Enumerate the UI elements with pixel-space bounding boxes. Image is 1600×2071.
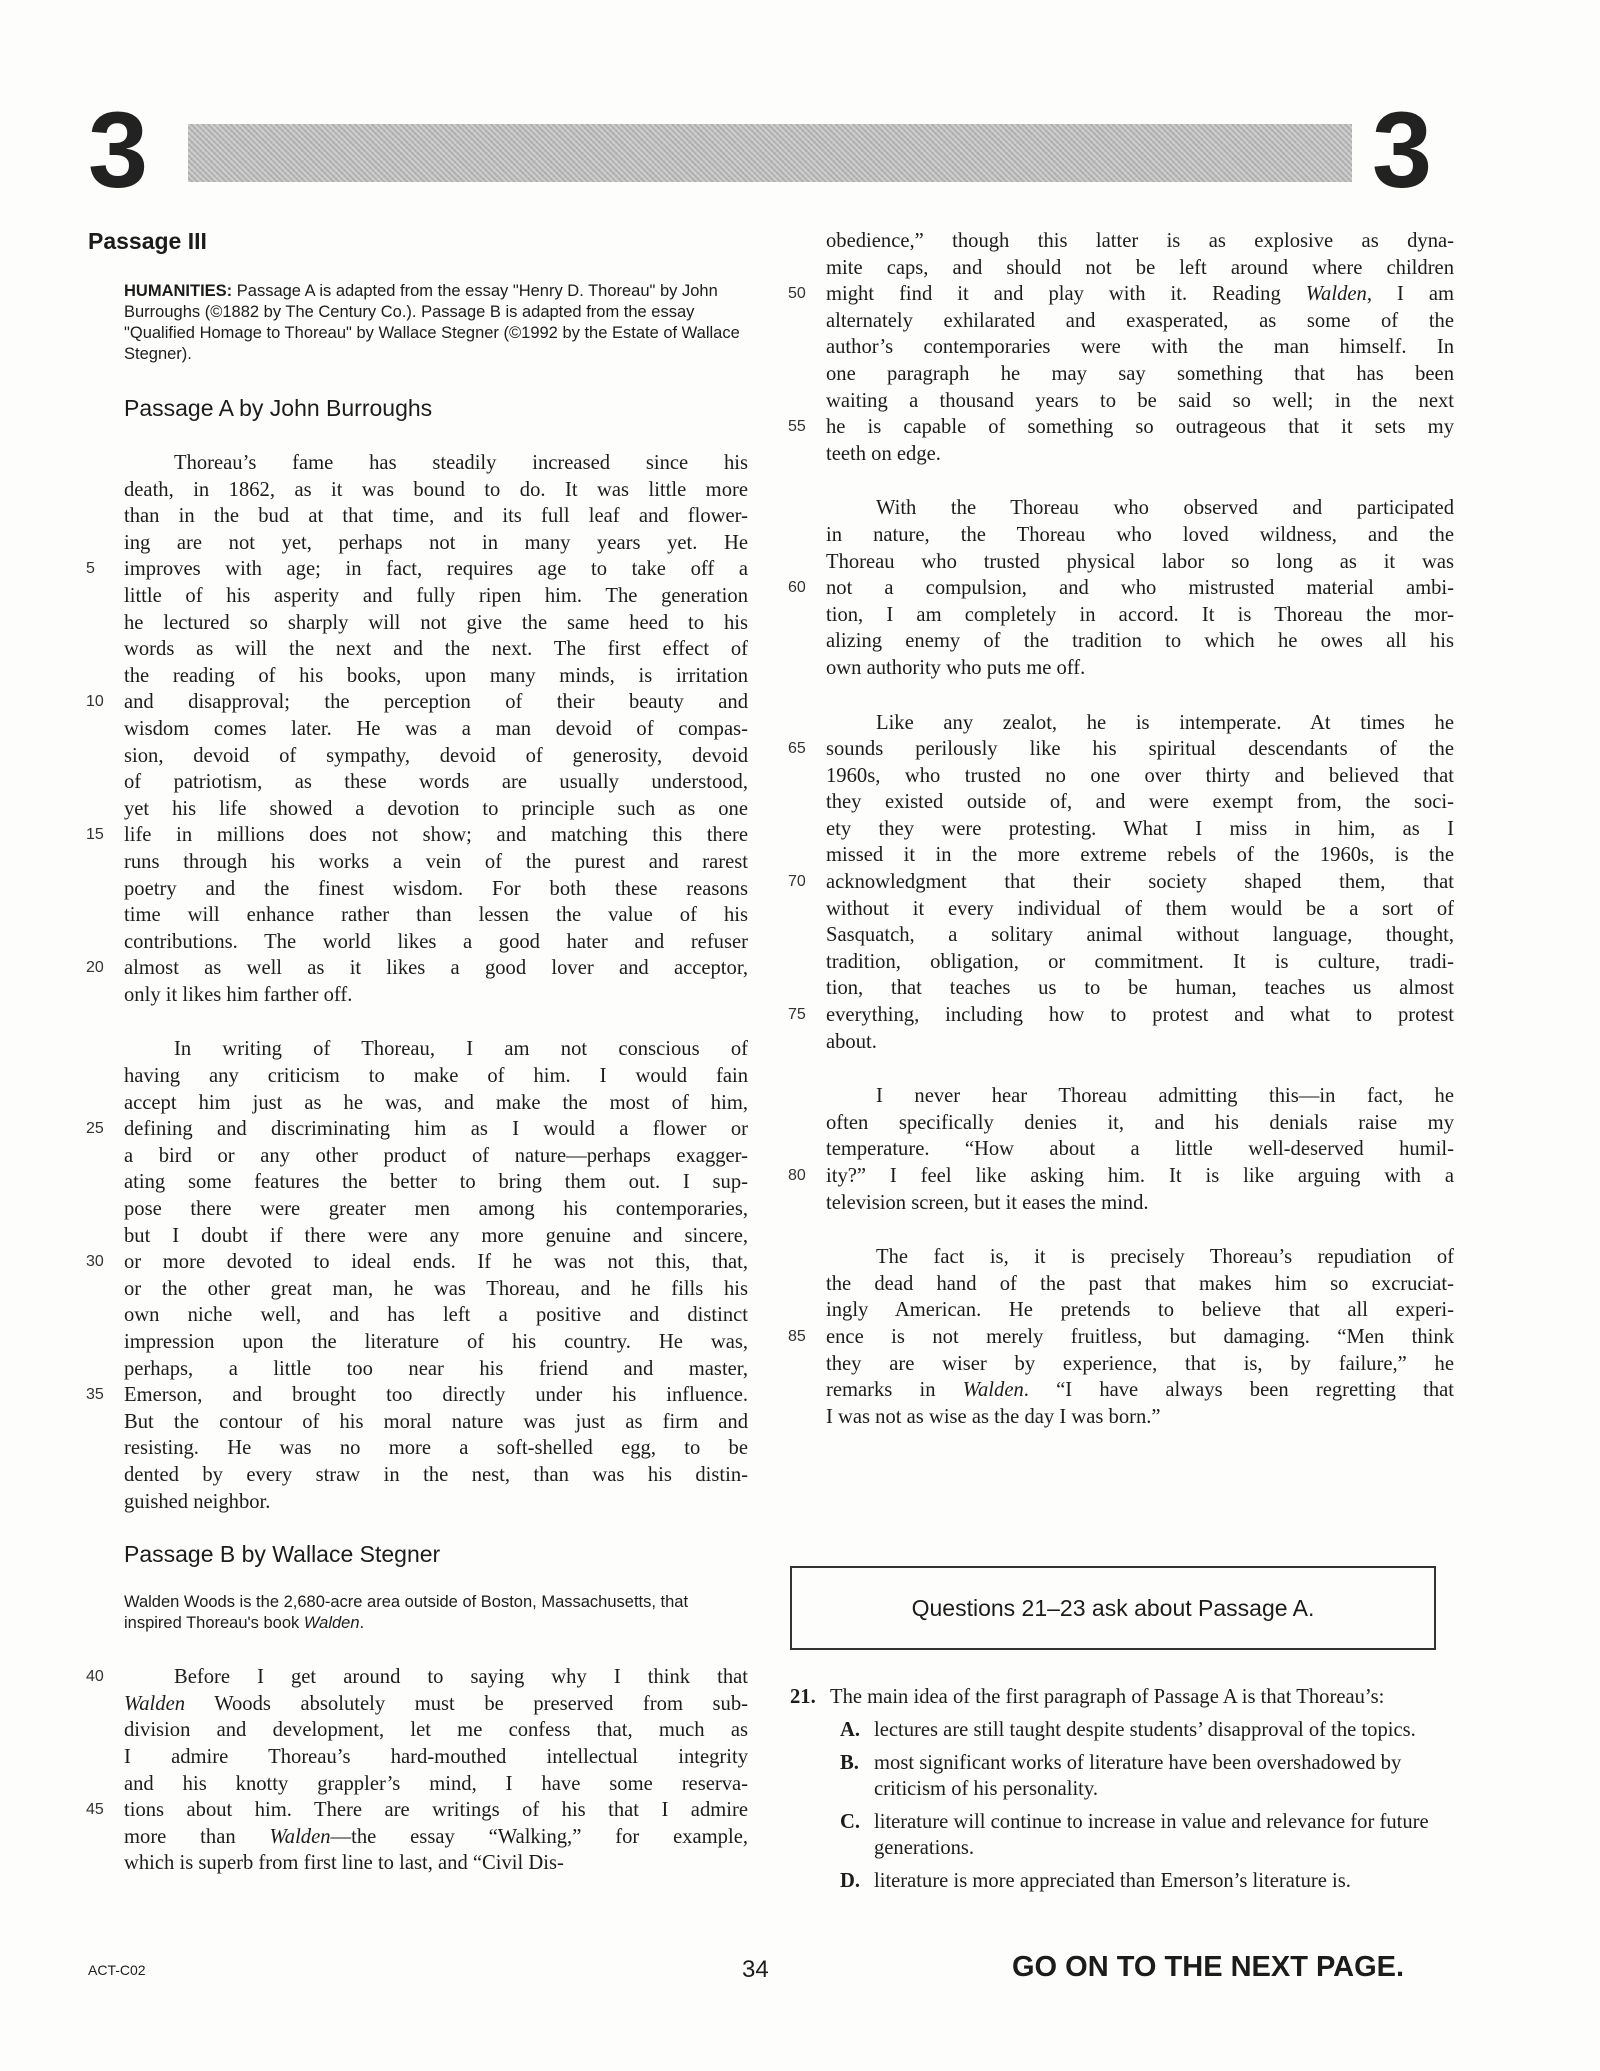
- passage-a-title: Passage A by John Burroughs: [124, 395, 433, 421]
- text-line: With the Thoreau who observed and participated: [876, 497, 1454, 520]
- text-line: I admire Thoreau’s hard-mouthed intellectual integrity: [124, 1745, 748, 1768]
- line-number: 55: [788, 418, 806, 436]
- text-line: but I doubt if there were any more genuine and sincere,: [124, 1224, 748, 1247]
- option-text: literature is more appreciated than Emerson’s literature is.: [874, 1869, 1351, 1892]
- text-line: yet his life showed a devotion to principle such as one: [124, 797, 748, 820]
- note-end: .: [359, 1614, 365, 1633]
- text-line: I was not as wise as the day I was born.”: [826, 1405, 1161, 1428]
- text-line: little of his asperity and fully ripen him. The generation: [124, 584, 748, 607]
- text-line: time will enhance rather than lessen the value of his: [124, 904, 748, 927]
- answer-option-a[interactable]: [790, 1717, 1454, 1744]
- text-line: contributions. The world likes a good hater and refuser: [124, 930, 748, 953]
- option-letter: B.: [840, 1751, 859, 1774]
- passage-intro: [124, 281, 746, 365]
- option-letter: C.: [840, 1810, 861, 1833]
- text-line: own authority who puts me off.: [826, 656, 1086, 679]
- text-line: television screen, but it eases the mind.: [826, 1191, 1149, 1214]
- intro-label: HUMANITIES:: [124, 282, 233, 300]
- option-text: lectures are still taught despite students’ disapproval of the topics.: [874, 1718, 1416, 1741]
- text-line: own niche well, and has left a positive and distinct: [124, 1304, 748, 1327]
- question-text: The main idea of the first paragraph of Passage A is that Thoreau’s:: [830, 1686, 1385, 1709]
- line-number: 15: [86, 826, 104, 844]
- line-number: 25: [86, 1120, 104, 1138]
- left-column: [88, 228, 748, 1905]
- text-line: acknowledgment that their society shaped them, that 70: [826, 869, 1454, 896]
- passage-b-paragraph-4: [788, 1083, 1454, 1216]
- text-line: might find it and play with it. Reading Walden, I am 50: [826, 281, 1454, 308]
- line-number: 60: [788, 579, 806, 597]
- text-line: In writing of Thoreau, I am not conscious of: [174, 1038, 748, 1061]
- text-line: sounds perilously like his spiritual descendants of the 65: [826, 736, 1454, 763]
- text-line: or the other great man, he was Thoreau, and he fills his: [124, 1277, 748, 1300]
- line-number: 80: [788, 1167, 806, 1184]
- option-letter: A.: [840, 1718, 861, 1741]
- passage-b-paragraph-1-end: [788, 228, 1454, 467]
- text-line: poetry and the finest wisdom. For both these reasons: [124, 877, 748, 900]
- text-line: and disapproval; the perception of their beauty and 10: [124, 689, 748, 716]
- footer-page-number: 34: [742, 1956, 769, 1983]
- right-column: [790, 228, 1454, 1895]
- text-line: Thoreau who trusted physical labor so long as it was: [826, 550, 1454, 573]
- text-line: a bird or any other product of nature—perhaps exagger-: [124, 1144, 748, 1167]
- answer-option-b[interactable]: [790, 1750, 1454, 1803]
- line-number: 5: [86, 560, 95, 578]
- text-line: waiting a thousand years to be said so well; in the next: [826, 389, 1454, 412]
- passage-b-paragraph-3: [788, 710, 1454, 1056]
- passage-b-paragraph-1-start: [86, 1664, 748, 1877]
- text-line: often specifically denies it, and his denials raise my: [826, 1111, 1454, 1134]
- text-line: they existed outside of, and were exempt from, the soci-: [826, 791, 1454, 814]
- text-line: impression upon the literature of his country. He was,: [124, 1331, 748, 1353]
- text-line: Sasquatch, a solitary animal without language, thought,: [826, 924, 1454, 947]
- questions-header: Questions 21–23 ask about Passage A.: [790, 1566, 1436, 1650]
- text-line: alternately exhilarated and exasperated, as some of the: [826, 309, 1454, 332]
- text-line: tion, I am completely in accord. It is Thoreau the mor-: [826, 603, 1454, 626]
- text-line: teeth on edge.: [826, 442, 941, 465]
- text-line: The fact is, it is precisely Thoreau’s repudiation of: [876, 1246, 1454, 1269]
- text-line: in nature, the Thoreau who loved wildness, and the: [826, 523, 1454, 546]
- text-line: missed it in the more extreme rebels of the 1960s, is the: [826, 844, 1454, 867]
- text-line: tradition, obligation, or commitment. It is culture, tradi-: [826, 950, 1454, 973]
- text-line: which is superb from first line to last, and “Civil Dis-: [124, 1852, 564, 1875]
- text-line: alizing enemy of the tradition to which he owes all his: [826, 630, 1454, 653]
- text-line: Before I get around to saying why I think that 40: [124, 1664, 748, 1691]
- text-line: accept him just as he was, and make the most of him,: [124, 1091, 748, 1114]
- text-line: more than Walden—the essay “Walking,” for example,: [124, 1825, 748, 1848]
- footer-test-code: ACT-C02: [88, 1962, 146, 1978]
- line-number: 75: [788, 1006, 806, 1024]
- question-number: 21.: [790, 1686, 816, 1709]
- text-line: temperature. “How about a little well-deserved humil-: [826, 1138, 1454, 1161]
- question-21: [790, 1684, 1454, 1894]
- answer-option-d[interactable]: [790, 1868, 1454, 1895]
- section-number-left: 3: [88, 89, 149, 210]
- text-line: not a compulsion, and who mistrusted material ambi- 60: [826, 575, 1454, 602]
- text-line: resisting. He was no more a soft-shelled egg, to be: [124, 1437, 748, 1460]
- passage-a-paragraph-2: [86, 1036, 748, 1515]
- note-text: Walden Woods is the 2,680-acre area outside of Boston, Massachusetts, that inspired Thoreau's book: [124, 1593, 689, 1633]
- line-number: 20: [86, 959, 104, 977]
- text-line: ingly American. He pretends to believe that all experi-: [826, 1299, 1454, 1322]
- passage-label: Passage III: [88, 228, 207, 254]
- text-line: I never hear Thoreau admitting this—in fact, he: [876, 1085, 1454, 1108]
- text-line: the reading of his books, upon many minds, is irritation: [124, 664, 748, 687]
- text-line: having any criticism to make of him. I would fain: [124, 1065, 748, 1088]
- intro-text: Passage A is adapted from the essay "Henry D. Thoreau" by John Burroughs (©1882 by The Century Co.). Passage B is adapted from the essay "Qualified Homage to Thoreau" by Wallace Stegner (©1992 by the Estate of Wallace Stegner).: [124, 282, 740, 363]
- text-line: dented by every straw in the nest, than was his distin-: [124, 1463, 748, 1486]
- text-line: one paragraph he may say something that has been: [826, 362, 1454, 385]
- line-number: 70: [788, 873, 806, 891]
- text-line: than in the bud at that time, and its full leaf and flower-: [124, 505, 748, 528]
- passage-b-paragraph-2: [788, 495, 1454, 681]
- text-line: guished neighbor.: [124, 1490, 271, 1513]
- text-line: Emerson, and brought too directly under his influence. 35: [124, 1382, 748, 1409]
- text-line: only it likes him farther off.: [124, 983, 353, 1006]
- text-line: mite caps, and should not be left around where children: [826, 256, 1454, 279]
- line-number: 30: [86, 1253, 104, 1271]
- text-line: Like any zealot, he is intemperate. At times he: [876, 711, 1454, 734]
- text-line: ating some features the better to bring them out. I sup-: [124, 1171, 748, 1194]
- text-line: or more devoted to ideal ends. If he was not this, that, 30: [124, 1249, 748, 1276]
- option-letter: D.: [840, 1869, 861, 1892]
- text-line: about.: [826, 1030, 877, 1053]
- line-number: 40: [86, 1668, 104, 1686]
- text-line: Thoreau’s fame has steadily increased since his: [174, 452, 748, 474]
- line-number: 10: [86, 693, 104, 711]
- text-line: 1960s, who trusted no one over thirty and believed that: [826, 764, 1454, 787]
- text-line: division and development, let me confess that, much as: [124, 1719, 748, 1742]
- passage-b-paragraph-5: [788, 1244, 1454, 1430]
- text-line: death, in 1862, as it was bound to do. It was little more: [124, 478, 748, 501]
- passage-b-note: [124, 1592, 748, 1634]
- question-21-stem: [790, 1684, 1454, 1711]
- option-text: most significant works of literature have been overshadowed by criticism of his personality.: [874, 1751, 1402, 1801]
- text-line: everything, including how to protest and what to protest 75: [826, 1002, 1454, 1029]
- text-line: without it every individual of them would be a sort of: [826, 897, 1454, 920]
- text-line: pose there were greater men among his contemporaries,: [124, 1198, 748, 1221]
- text-line: life in millions does not show; and matching this there 15: [124, 822, 748, 849]
- text-line: he is capable of something so outrageous that it sets my 55: [826, 414, 1454, 441]
- text-line: he lectured so sharply will not give the same heed to his: [124, 611, 748, 634]
- passage-a-paragraph-1: [86, 450, 748, 1008]
- option-text: literature will continue to increase in value and relevance for future generations.: [874, 1810, 1429, 1860]
- text-line: ing are not yet, perhaps not in many years yet. He: [124, 531, 748, 554]
- note-book-title: Walden: [303, 1614, 360, 1633]
- text-line: obedience,” though this latter is as explosive as dyna-: [826, 230, 1454, 252]
- passage-b-title: Passage B by Wallace Stegner: [124, 1541, 441, 1568]
- text-line: almost as well as it likes a good lover and acceptor, 20: [124, 955, 748, 982]
- text-line: ity?” I feel like asking him. It is like arguing with a 80: [826, 1163, 1454, 1190]
- text-line: runs through his works a vein of the purest and rarest: [124, 850, 748, 873]
- text-line: words as will the next and the next. The first effect of: [124, 638, 748, 661]
- line-number: 65: [788, 740, 806, 758]
- text-line: But the contour of his moral nature was just as firm and: [124, 1410, 748, 1433]
- text-line: remarks in Walden. “I have always been regretting that: [826, 1379, 1454, 1402]
- text-line: improves with age; in fact, requires age to take off a 5: [124, 556, 748, 583]
- footer-next-page: GO ON TO THE NEXT PAGE.: [1012, 1951, 1405, 1983]
- text-line: tions about him. There are writings of his that I admire 45: [124, 1797, 748, 1824]
- text-line: the dead hand of the past that makes him so excruciat-: [826, 1272, 1454, 1295]
- text-line: ence is not merely fruitless, but damaging. “Men think 85: [826, 1324, 1454, 1351]
- line-number: 50: [788, 285, 806, 303]
- text-line: ety they were protesting. What I miss in him, as I: [826, 817, 1454, 840]
- line-number: 35: [86, 1386, 104, 1404]
- text-line: they are wiser by experience, that is, by failure,” he: [826, 1352, 1454, 1375]
- text-line: perhaps, a little too near his friend and master,: [124, 1357, 748, 1380]
- section-number-right: 3: [1372, 89, 1433, 210]
- text-line: wisdom comes later. He was a man devoid of compas-: [124, 717, 748, 740]
- text-line: tion, that teaches us to be human, teaches us almost: [826, 977, 1454, 1000]
- text-line: defining and discriminating him as I would a flower or 25: [124, 1116, 748, 1143]
- text-line: and his knotty grappler’s mind, I have some reserva-: [124, 1772, 748, 1795]
- text-line: Walden Woods absolutely must be preserved from sub-: [124, 1692, 748, 1715]
- text-line: sion, devoid of sympathy, devoid of generosity, devoid: [124, 744, 748, 767]
- text-line: of patriotism, as these words are usually understood,: [124, 771, 748, 794]
- answer-option-c[interactable]: [790, 1809, 1454, 1862]
- line-number: 45: [86, 1801, 104, 1819]
- section-banner: [188, 124, 1352, 182]
- line-number: 85: [788, 1327, 806, 1345]
- text-line: author’s contemporaries were with the man himself. In: [826, 336, 1454, 359]
